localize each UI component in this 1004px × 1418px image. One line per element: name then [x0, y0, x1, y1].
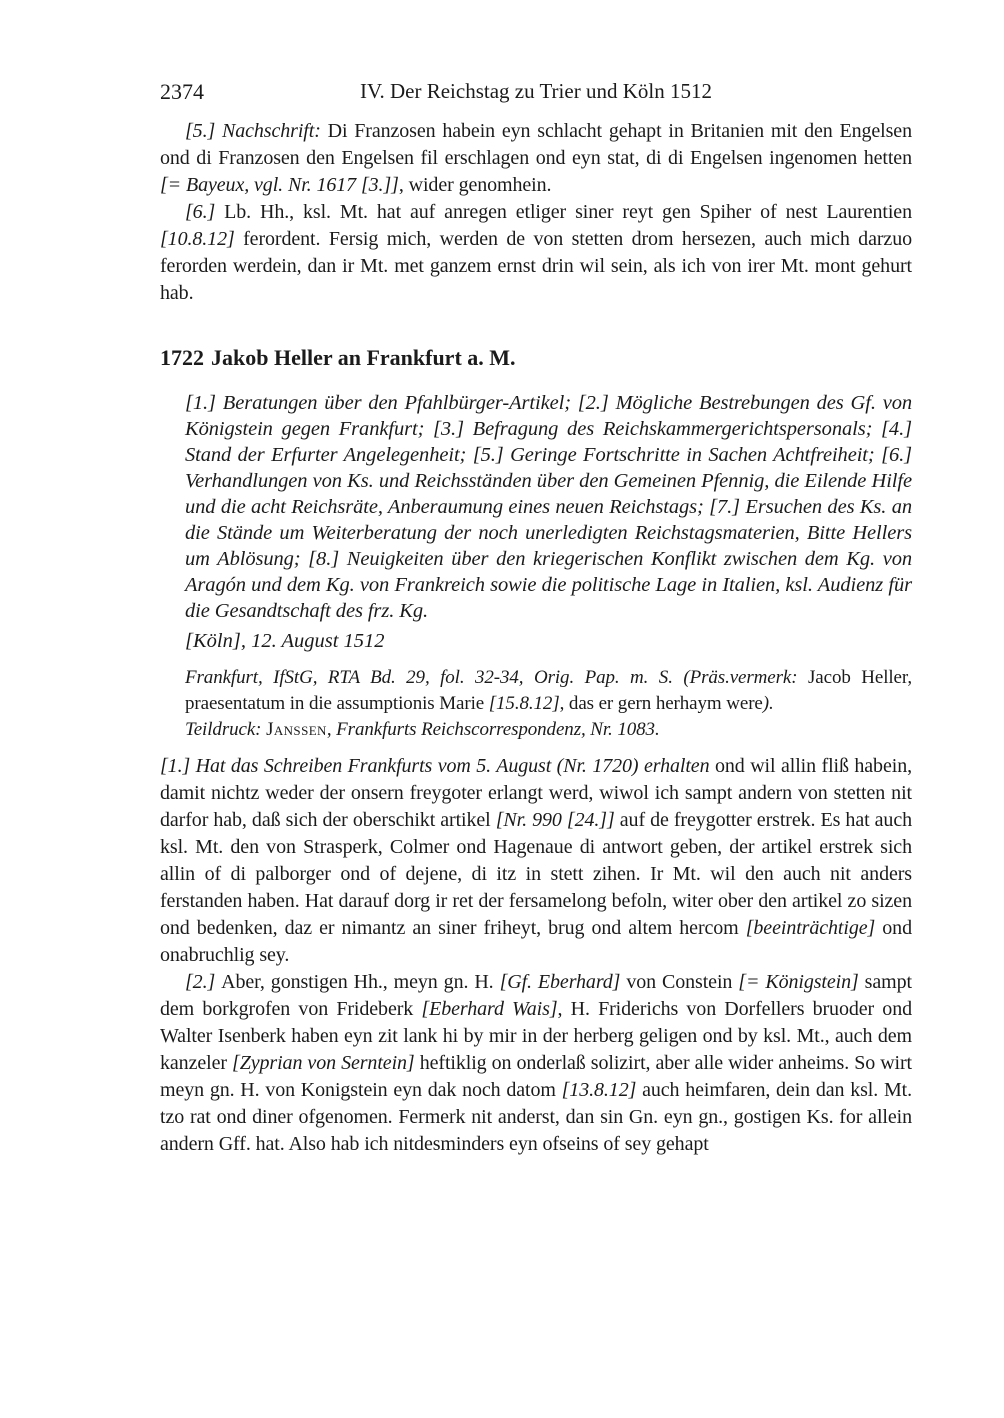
text-run: ond wil allin fliß habein, damit nichtz weder der onsern freygoter erlangt werd, wiwol ich sampt andern von stetten nit darfor hab, daß sich der oberschikt artikel	[160, 754, 912, 831]
text-run: von Constein	[620, 970, 739, 993]
text-run: [= Königstein]	[738, 970, 859, 993]
text-run: [1.] Beratungen über den Pfahlbürger-Artikel; [2.] Mögliche Bestrebungen des Gf. von Königstein gegen Frankfurt; [3.] Befragung des Reichskammergerichtspersonals; [4.] Stand der Erfurter Angelegenheit; [5.] Geringe Fortschritte in Sachen Achtfreiheit; [6.] Verhandlungen von Ks. und Reichsständen über den Gemeinen Pfennig, die Eilende Hilfe und die acht Reichsräte, Anberaumung eines neuen Reichstags; [7.] Ersuchen des Ks. an die Stände um Weiterberatung der noch unerledigten Reichstagsmaterien, Bitte Hellers um Ablösung; [8.] Neuigkeiten über den kriegerischen Konflikt zwischen dem Kg. von Aragón und dem Kg. von Frankreich sowie die politische Lage in Italien, ksl. Audienz für die Gesandtschaft des frz. Kg.	[185, 392, 912, 622]
entry-dateline: [Köln], 12. August 1512	[185, 630, 385, 652]
text-run: [Nr. 990 [24.]]	[495, 808, 615, 831]
text-run: [10.8.12]	[160, 228, 235, 250]
text-run: [Gf. Eberhard]	[499, 970, 621, 993]
text-run: Di Franzosen habein eyn schlacht gehapt in Britanien mit den Engelsen ond di Franzosen den Engelsen fil erschlagen ond eyn stat, di di Engelsen ingenomen hetten	[160, 120, 912, 169]
text-run: [5.] Nachschrift:	[185, 120, 328, 142]
text-run: [Eberhard Wais]	[421, 997, 558, 1020]
text-run: Frankfurts Reichscorrespondenz, Nr. 1083.	[336, 719, 660, 740]
text-run: Aber, gonstigen Hh., meyn gn. H.	[221, 970, 500, 993]
paragraph-nachschrift	[160, 118, 912, 199]
page-header	[160, 78, 912, 105]
text-run: heftiklig on onderlaß solizirt, aber alle wider anheims. So wirt meyn gn. H. von Konigstein eyn dak noch datom	[160, 1051, 913, 1101]
text-run: ).	[762, 692, 774, 714]
page-number: 2374	[160, 79, 204, 104]
text-column	[160, 78, 912, 1158]
paragraph-6	[160, 199, 912, 307]
entry-heading	[160, 343, 912, 373]
body-paragraph-1	[160, 753, 912, 969]
text-run: , H. Friderichs von Dorfellers bruoder ond Walter Isenberk haben eyn zit lank hi by mir in der herberg geligen ond by ksl. Mt., auch dem kanzeler	[160, 997, 912, 1074]
text-run: Lb. Hh., ksl. Mt. hat auf anregen etliger siner reyt gen Spiher of nest Laurentien	[224, 201, 912, 223]
text-run: , das er gern herhaym were	[559, 692, 763, 714]
text-run: ond onabruchlig sey.	[160, 916, 912, 966]
text-run: [beeinträchtige]	[745, 916, 876, 939]
text-run: ,	[326, 719, 337, 740]
text-run: [2.]	[185, 970, 222, 993]
text-run: Frankfurt, IfStG, RTA Bd. 29, fol. 32-34, Orig. Pap. m. S. (Präs.vermerk:	[185, 667, 808, 688]
text-run: [= Bayeux, vgl. Nr. 1617 [3.]]	[160, 174, 399, 196]
text-run: Janssen	[266, 719, 327, 740]
entry-number: 1722	[160, 345, 204, 370]
text-run: , wider genomhein.	[398, 174, 552, 196]
text-run: [1.] Hat das Schreiben Frankfurts vom 5. August (Nr. 1720) erhalten	[160, 754, 715, 777]
text-run: [Zyprian von Serntein]	[232, 1051, 415, 1074]
entry-title: Jakob Heller an Frankfurt a. M.	[211, 345, 516, 370]
text-run: auf de freygotter erstrek. Es hat auch ksl. Mt. den von Strasperk, Colmer ond Hagenaue di antwort geben, der artikel erstrek sich allin of di palborger ond of dejene, di itz in stett zihen. Ir Mt. wil den auch nit anders ferstanden haben. Hat darauf dorg ir ret der fersamelong befoln, witer ober den artikel zo sizen ond bedenken, daz er nimantz an siner friheyt, brug ond altem hercom	[160, 808, 912, 939]
print-reference	[185, 717, 912, 743]
text-run: sampt dem borkgrofen von Frideberk	[160, 970, 912, 1020]
text-run: ferordent. Fersig mich, werden de von stetten drom hersezen, auch mich darzuo ferorden werdein, dan ir Mt. met ganzem ernst drin wil sein, als ich von irer Mt. mont gehurt hab.	[160, 228, 912, 304]
entry-summary	[185, 390, 912, 624]
running-title: IV. Der Reichstag zu Trier und Köln 1512	[360, 79, 712, 103]
text-run: [6.]	[185, 201, 225, 223]
text-run: Jacob Heller, praesentatum in die assumptionis Marie	[185, 667, 912, 714]
text-run: Teildruck:	[185, 719, 267, 740]
text-run: [13.8.12]	[561, 1078, 637, 1101]
text-run: auch heimfaren, dein dan ksl. Mt. tzo rat ond diner ofgenomen. Fermerk nit anderst, dan sin Gn. eyn gn., gostigen Ks. for allein andern Gff. hat. Also hab ich nitdesminders eyn ofseins of sey gehapt	[160, 1078, 912, 1155]
source-note	[185, 665, 912, 716]
text-run: [15.8.12]	[488, 692, 560, 714]
body-paragraph-2	[160, 969, 912, 1158]
